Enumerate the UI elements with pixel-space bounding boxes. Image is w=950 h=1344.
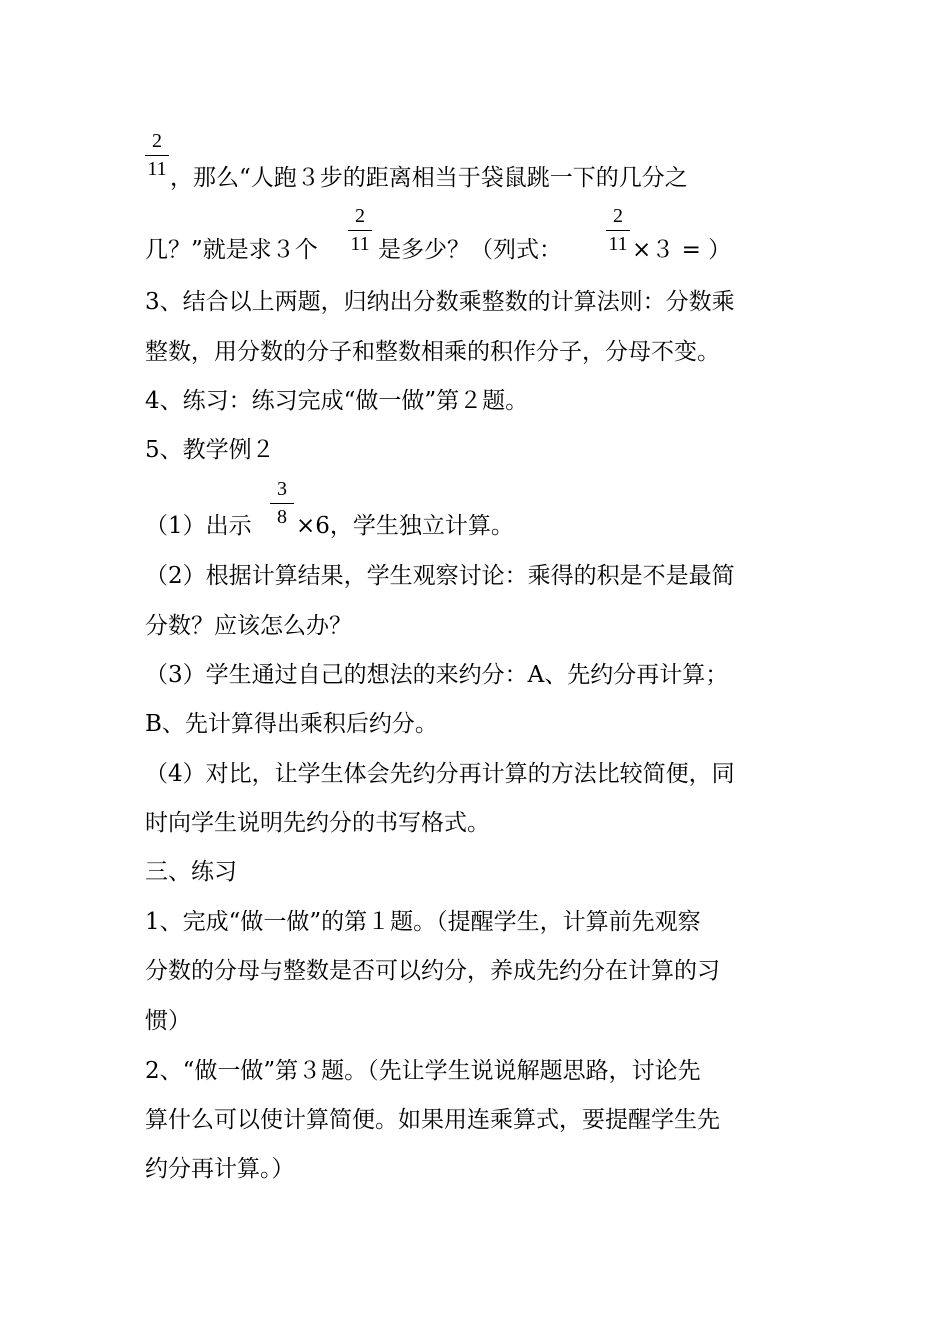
text-line-13: 时向学生说明先约分的书写格式。: [145, 810, 490, 836]
fraction-denominator: 11: [608, 233, 628, 255]
fraction-bar: [145, 155, 169, 156]
text-line-12: （4）对比，让学生体会先约分再计算的方法比较简便，同: [145, 761, 735, 787]
text-line-1: ，那么“人跑３步的距离相当于袋鼠跳一下的几分之: [170, 165, 688, 191]
fraction-2-11: [145, 130, 169, 180]
text-line-10: （3）学生通过自己的想法的来约分：A、先约分再计算；: [145, 662, 729, 688]
fraction-3-8: [270, 478, 294, 528]
text-line-2a: 几？”就是求３个: [145, 237, 318, 263]
text-line-17: 惯）: [145, 1008, 191, 1034]
fraction-bar: [270, 503, 294, 504]
text-line-7b: ×6，学生独立计算。: [296, 513, 514, 539]
text-line-3: 3、结合以上两题，归纳出分数乘整数的计算法则：分数乘: [145, 289, 735, 315]
text-line-15: 1、完成“做一做”的第１题。（提醒学生，计算前先观察: [145, 909, 701, 935]
text-line-2b: 是多少？（列式：: [378, 237, 562, 263]
text-line-16: 分数的分母与整数是否可以约分，养成先约分在计算的习: [145, 958, 720, 984]
text-line-2c: ×３ = ）: [632, 237, 732, 263]
fraction-2-11: [348, 205, 372, 255]
fraction-numerator: 2: [355, 205, 365, 227]
fraction-denominator: 11: [350, 233, 370, 255]
fraction-2-11: [606, 205, 630, 255]
text-line-19: 算什么可以使计算简便。如果用连乘算式，要提醒学生先: [145, 1107, 720, 1133]
text-line-5: 4、练习：练习完成“做一做”第２题。: [145, 388, 529, 414]
text-line-8: （2）根据计算结果，学生观察讨论：乘得的积是不是最简: [145, 563, 735, 589]
fraction-numerator: 3: [277, 478, 287, 500]
text-line-9: 分数？应该怎么办？: [145, 613, 352, 639]
text-line-11: B、先计算得出乘积后约分。: [145, 711, 438, 737]
text-line-6: 5、教学例２: [145, 437, 275, 463]
text-line-18: 2、“做一做”第３题。（先让学生说说解题思路，讨论先: [145, 1058, 701, 1084]
text-line-7a: （1）出示: [145, 513, 252, 539]
text-line-14: 三、练习: [145, 859, 237, 885]
fraction-denominator: 8: [277, 506, 287, 528]
text-line-20: 约分再计算。）: [145, 1156, 295, 1182]
fraction-bar: [606, 230, 630, 231]
fraction-bar: [348, 230, 372, 231]
fraction-denominator: 11: [147, 158, 167, 180]
fraction-numerator: 2: [613, 205, 623, 227]
text-line-4: 整数，用分数的分子和整数相乘的积作分子，分母不变。: [145, 339, 720, 365]
fraction-numerator: 2: [152, 130, 162, 152]
